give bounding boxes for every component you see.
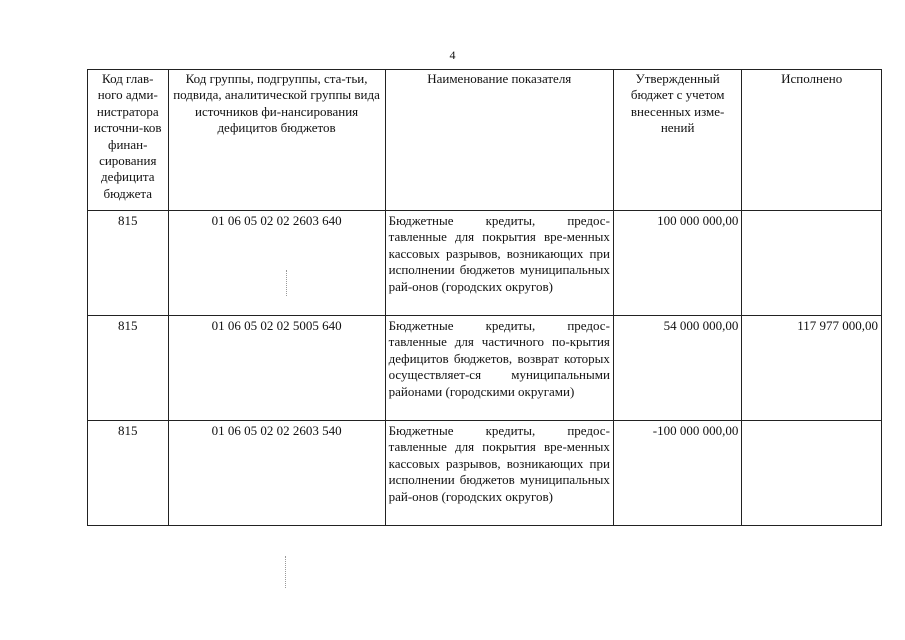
cell-executed [742, 211, 882, 316]
table-row [88, 421, 882, 526]
cell-indicator-name: Бюджетные кредиты, предос-тавленные для частичного по-крытия дефицитов бюджетов, возврат которых осуществляет-ся муниципальными районами (городскими округами) [385, 316, 613, 421]
cell-executed [742, 421, 882, 526]
cell-approved-budget: 54 000 000,00 [613, 316, 741, 421]
header-source-code: Код группы, подгруппы, ста-тьи, подвида, аналитической группы вида источников фи-нансирования дефицитов бюджетов [168, 70, 385, 211]
cell-source-code: 01 06 05 02 02 2603 540 [168, 421, 385, 526]
cell-indicator-name: Бюджетные кредиты, предос-тавленные для покрытия вре-менных кассовых разрывов, возникающих при исполнении бюджетов муниципальных рай-онов (городских округов) [385, 211, 613, 316]
header-indicator-name: Наименование показателя [385, 70, 613, 211]
header-admin-code: Код глав-ного адми-нистратора источни-ков финан-сирования дефицита бюджета [88, 70, 169, 211]
budget-sources-table [87, 69, 882, 526]
cell-executed: 117 977 000,00 [742, 316, 882, 421]
cell-source-code: 01 06 05 02 02 2603 640 [168, 211, 385, 316]
scan-artifact-mark [285, 556, 286, 588]
table-row [88, 211, 882, 316]
cell-approved-budget: -100 000 000,00 [613, 421, 741, 526]
header-approved-budget: Утвержденный бюджет с учетом внесенных изме-нений [613, 70, 741, 211]
cell-source-code: 01 06 05 02 02 5005 640 [168, 316, 385, 421]
table-body [88, 211, 882, 526]
table-header [88, 70, 882, 211]
header-row [88, 70, 882, 211]
page-number: 4 [449, 48, 456, 62]
header-executed: Исполнено [742, 70, 882, 211]
cell-approved-budget: 100 000 000,00 [613, 211, 741, 316]
scan-artifact-mark [286, 270, 287, 296]
cell-indicator-name: Бюджетные кредиты, предос-тавленные для покрытия вре-менных кассовых разрывов, возникающих при исполнении бюджетов муниципальных рай-онов (городских округов) [385, 421, 613, 526]
table-row [88, 316, 882, 421]
cell-admin-code: 815 [88, 211, 169, 316]
cell-admin-code: 815 [88, 316, 169, 421]
cell-admin-code: 815 [88, 421, 169, 526]
